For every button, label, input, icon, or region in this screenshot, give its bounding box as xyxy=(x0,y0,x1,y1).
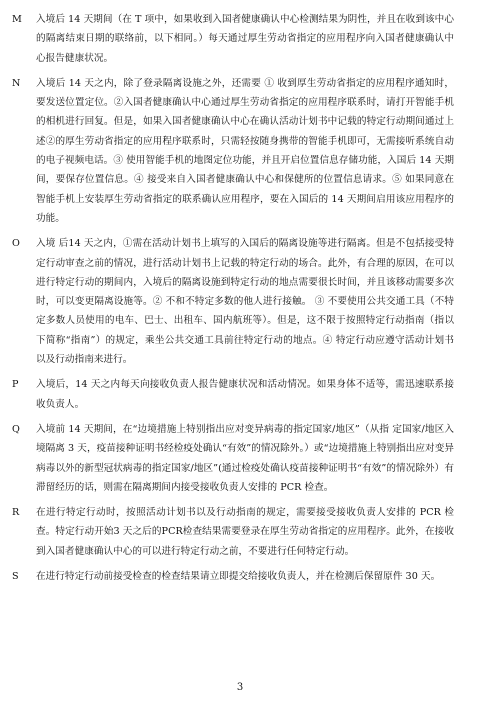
item-text: 入境后 14 天之内，除了登录隔离设施之外，还需要 ① 收到厚生劳动省指定的应用程序通知时，要发送位置定位。②入国者健康确认中心通过厚生劳动省指定的应用程序联系时，请打开智能手机的相机进行回复。但是，如果入国者健康确认中心在确认活动计划书中记载的特定行动期间通过上述②的厚生劳动省指定的应用程序联系时，只需轻按随身携带的智能手机即可，无需接听系统自动的电子视频电话。③ 使用智能手机的地图定位功能，并且开启位置信息存储功能，入国后 14 天期间，要保存位置信息。④ 接受来自入国者健康确认中心和保健所的位置信息请求。⑤ 如果同意在智能手机上安装厚生劳动省指定的联系确认应用程序，要在入国后的 14 天期间启用该应用程序的功能。 xyxy=(36,77,454,224)
item-text: 在进行特定行动前接受检查的检查结果请立即提交给接收负责人，并在检测后保留原件 30 天。 xyxy=(36,571,441,583)
list-item-o xyxy=(12,234,454,369)
item-label: N xyxy=(12,77,21,89)
item-label: R xyxy=(12,507,20,519)
item-label: Q xyxy=(12,423,20,435)
list-item-s xyxy=(12,567,454,586)
list-item-r xyxy=(12,503,454,561)
item-label: S xyxy=(12,571,19,583)
list-item-n xyxy=(12,74,454,228)
item-label: M xyxy=(12,14,22,25)
list-item-q xyxy=(12,420,454,497)
item-text: 入境 后14 天之内，①需在活动计划书上填写的入国后的隔离设施等进行隔离。但是不包括接受特定行动审查之前的情况，进行活动计划书上记载的特定行动的场合。此外，有合理的原因，在可以进行特定行动的期间内，入境后的隔离设施到特定行动的地点需要很长时间，并且该移动需要多次时，可以变更隔离设施等。② 不和不特定多数的他人进行接触。 ③ 不要使用公共交通工具（不特定多数人员使用的电车、巴士、出租车、国内航班等）。但是，这不限于按照特定行动指南（指以下简称“指南”）的规定，乘坐公共交通工具前往特定行动的地点。④ 特定行动应遵守活动计划书以及行动指南来进行。 xyxy=(36,238,454,366)
item-text: 在进行特定行动时，按照活动计划书以及行动指南的规定，需要接受接收负责人安排的 PCR 检查。特定行动开始3 天之后的PCR检查结果需要登录在厚生劳动省指定的应用程序。此外，在接收到入国者健康确认中心的可以进行特定行动之前，不要进行任何特定行动。 xyxy=(36,507,454,557)
item-text: 入境后，14 天之内每天向接收负责人报告健康状况和活动情况。如果身体不适等，需迅速联系接收负责人。 xyxy=(36,379,454,410)
item-list xyxy=(12,10,454,592)
list-item-p xyxy=(12,375,454,414)
item-text: 入境前 14 天期间，在“边境措施上特别指出应对变异病毒的指定国家/地区”（从指 定国家/地区入境隔离 3 天，疫苗接种证明书经检疫处确认“有效”的情况除外。）或“边境措施上特别指出应对变异病毒以外的新型冠状病毒的指定国家/地区”(通过检疫处确认疫苗接种证明书“有效”的情况除外）有滞留经历的话，则需在隔离期间内接受接收负责人安排的 PCR 检查。 xyxy=(36,423,454,493)
item-label: O xyxy=(12,238,20,250)
item-text: 入境后 14 天期间（在 T 项中，如果收到入国者健康确认中心检测结果为阴性，并且在收到该中心的隔离结束日期的联络前，以下相同。）每天通过厚生劳动省指定的应用程序向入国者健康确认中心报告健康状况。 xyxy=(36,14,454,64)
item-label: P xyxy=(12,379,19,391)
list-item-m xyxy=(12,10,454,68)
page-number: 3 xyxy=(236,682,244,693)
